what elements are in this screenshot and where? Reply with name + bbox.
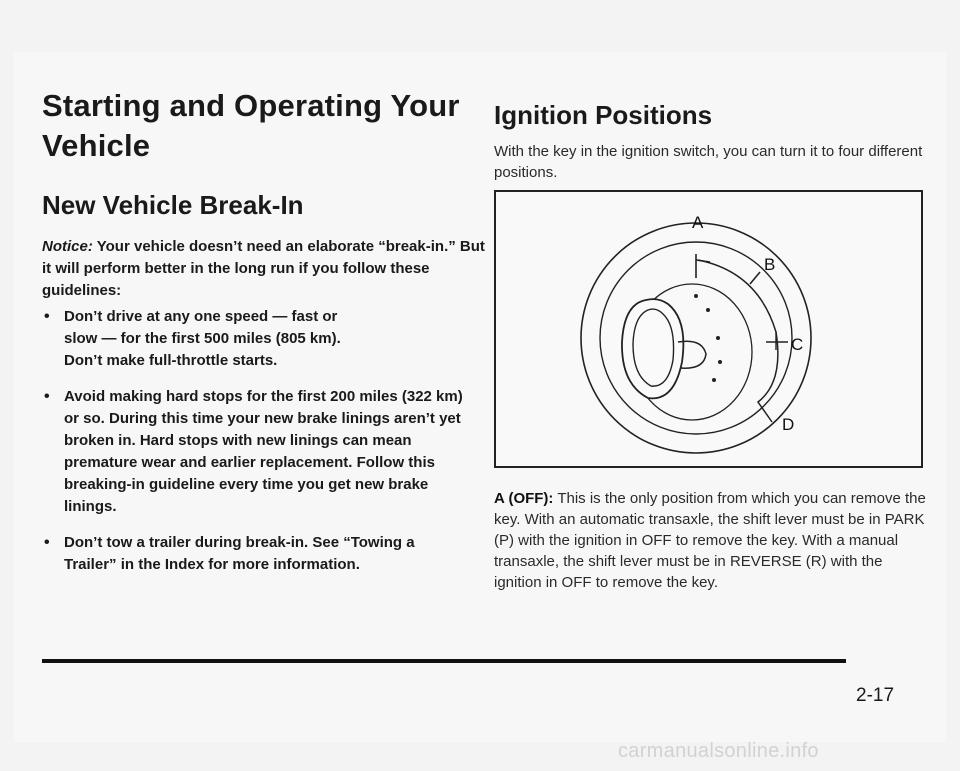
footer-rule bbox=[42, 659, 846, 663]
section-title-break-in: New Vehicle Break-In bbox=[42, 190, 304, 220]
rotation-arc bbox=[698, 260, 778, 422]
notice-text: Your vehicle doesn’t need an elaborate “break-in.” But it will perform better in the long run if you follow these guidelines: bbox=[42, 238, 485, 299]
marker-a-arrow bbox=[696, 260, 710, 262]
position-dot bbox=[712, 378, 716, 382]
position-dot bbox=[694, 294, 698, 298]
off-position-paragraph bbox=[494, 488, 934, 593]
page-number: 2-17 bbox=[856, 685, 895, 706]
off-position-label: A (OFF): bbox=[494, 490, 554, 507]
position-dot bbox=[718, 360, 722, 364]
label-d: D bbox=[782, 415, 795, 434]
page-title: Starting and Operating Your Vehicle bbox=[42, 88, 460, 164]
guideline-item: • Avoid making hard stops for the first 200 miles (322 km) or so. During this time your new brake linings aren’t yet broken in. Hard stops with new linings can mean premature wear and earlier replacement. Follow this breaking-in guideline every time you get new brake linings. bbox=[40, 386, 470, 518]
ignition-intro: With the key in the ignition switch, you can turn it to four different positions. bbox=[494, 143, 923, 181]
notice-paragraph bbox=[42, 236, 492, 302]
guideline-list bbox=[40, 306, 470, 590]
guideline-line: slow — for the first 500 miles (805 km). bbox=[64, 330, 341, 347]
position-dot bbox=[716, 336, 720, 340]
section-title-ignition: Ignition Positions bbox=[494, 100, 713, 130]
guideline-item bbox=[40, 306, 470, 372]
guideline-line: Don’t make full-throttle starts. bbox=[64, 352, 278, 369]
label-b: B bbox=[764, 255, 776, 274]
notice-label: Notice: bbox=[42, 238, 93, 255]
ignition-diagram bbox=[494, 190, 923, 468]
ignition-switch-illustration bbox=[496, 192, 921, 466]
label-a: A bbox=[692, 213, 704, 232]
watermark-text: carmanualsonline.info bbox=[618, 740, 819, 762]
label-c: C bbox=[791, 335, 804, 354]
position-dot bbox=[706, 308, 710, 312]
off-position-text: This is the only position from which you can remove the key. With an automatic transaxle, the shift lever must be in PARK (P) with the ignition in OFF to remove the key. With a manual transaxle, the shift lever must be in REVERSE (R) with the ignition in OFF to remove the key. bbox=[494, 490, 926, 591]
guideline-line: • Don’t drive at any one speed — fast or bbox=[64, 308, 338, 325]
guideline-item: • Don’t tow a trailer during break-in. See “Towing a Trailer” in the Index for more information. bbox=[40, 532, 470, 576]
marker-b-tick bbox=[750, 272, 760, 284]
